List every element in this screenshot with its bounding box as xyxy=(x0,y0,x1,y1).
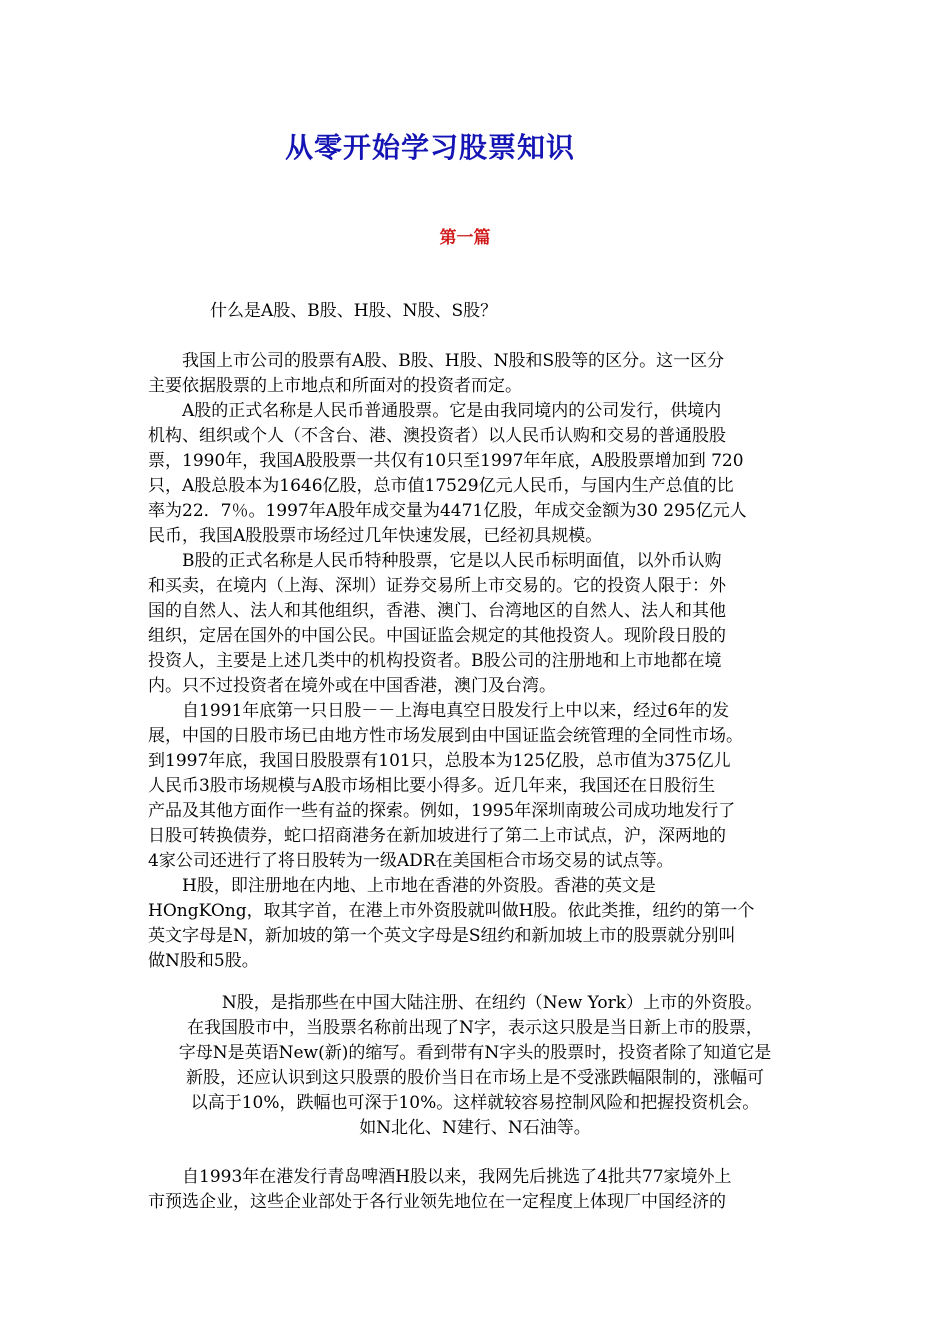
text-line: 自1991年底第一只日股－－上海电真空日股发行上中以来，经过6年的发 xyxy=(148,701,730,721)
text-line: 市预选企业，这些企业部处于各行业领先地位在一定程度上体现厂中国经济的 xyxy=(148,1192,726,1212)
section-heading: 什么是A股、B股、H股、N股、S股？ xyxy=(210,301,498,321)
text-line: 我国上市公司的股票有A股、B股、H股、N股和S股等的区分。这一区分 xyxy=(148,351,725,371)
document-title: 从零开始学习股票知识 xyxy=(284,131,575,164)
text-line: 主要依据股票的上市地点和所面对的投资者而定。 xyxy=(148,376,522,396)
text-line: 以高于10%，跌幅也可深于10%。这样就较容易控制风险和把握投资机会。 xyxy=(190,1093,760,1113)
text-line: H股，即注册地在内地、上市地在香港的外资股。香港的英文是 xyxy=(148,876,656,896)
text-line: 内。只不过投资者在境外或在中国香港，澳门及台湾。 xyxy=(148,676,556,696)
text-line: A股的正式名称是人民币普通股票。它是由我同境内的公司发行，供境内 xyxy=(148,401,722,421)
text-line: 日股可转换债券，蛇口招商港务在新加坡进行了第二上市试点，沪，深两地的 xyxy=(148,826,726,846)
text-line: 新股，还应认识到这只股票的股价当日在市场上是不受涨跌幅限制的，涨幅可 xyxy=(186,1068,764,1088)
text-line: 投资人，主要是上述几类中的机构投资者。B股公司的注册地和上市地都在境 xyxy=(148,651,722,671)
text-line: 产品及其他方面作一些有益的探索。例如，1995年深圳南玻公司成功地发行了 xyxy=(148,801,736,821)
text-line: 组织，定居在国外的中国公民。中国证监会规定的其他投资人。现阶段日股的 xyxy=(148,626,726,646)
text-line: 自1993年在港发行青岛啤酒H股以来，我网先后挑选了4批共77家境外上 xyxy=(148,1167,732,1187)
text-line: 和买卖，在境内（上海、深圳）证券交易所上市交易的。它的投资人限于：外 xyxy=(148,576,726,596)
text-line: N股，是指那些在中国大陆注册、在纽约（New York）上市的外资股。 xyxy=(187,993,763,1013)
text-line: 机构、组织或个人（不含台、港、澳投资者）以人民币认购和交易的普通股股 xyxy=(148,426,726,446)
text-line: HOngKOng，取其字首，在港上市外资股就叫做H股。依此类推，纽约的第一个 xyxy=(148,901,755,921)
text-line: 如N北化、N建行、N石油等。 xyxy=(359,1118,591,1138)
text-line: 4家公司还进行了将日股转为一级ADR在美国柜合市场交易的试点等。 xyxy=(148,851,674,871)
text-line: 做N股和5股。 xyxy=(148,951,259,971)
text-line: 票，1990年，我国A股股票一共仅有10只至1997年年底，A股股票增加到 720 xyxy=(148,451,744,471)
text-line: 民币，我国A股股票市场经过几年快速发展，已经初具规模。 xyxy=(148,526,603,546)
text-line: 在我国股市中，当股票名称前出现了N字，表示这只股是当日新上市的股票， xyxy=(187,1018,763,1038)
text-line: 英文字母是N，新加坡的第一个英文字母是S纽约和新加坡上市的股票就分别叫 xyxy=(148,926,736,946)
text-line: 国的自然人、法人和其他组织，香港、澳门、台湾地区的自然人、法人和其他 xyxy=(148,601,726,621)
document-subtitle: 第一篇 xyxy=(439,228,491,248)
text-line: 率为22．7％。1997年A股年成交量为4471亿股，年成交金额为30 295亿元人 xyxy=(148,501,747,521)
text-line: 展，中国的日股市场已由地方性市场发展到由中国证监会统管理的全同性市场。 xyxy=(148,726,743,746)
text-line: 到1997年底，我国日股股票有101只，总股本为125亿股，总市值为375亿儿 xyxy=(148,751,731,771)
text-line: 只，A股总股本为1646亿股，总市值17529亿元人民币，与国内生产总值的比 xyxy=(148,476,734,496)
text-line: 人民币3股市场规模与A股市场相比要小得多。近几年来，我国还在日股衍生 xyxy=(148,776,716,796)
text-line: 字母N是英语New(新)的缩写。看到带有N字头的股票时，投资者除了知道它是 xyxy=(178,1043,772,1063)
text-line: B股的正式名称是人民币特种股票，它是以人民币标明面值，以外币认购 xyxy=(148,551,722,571)
